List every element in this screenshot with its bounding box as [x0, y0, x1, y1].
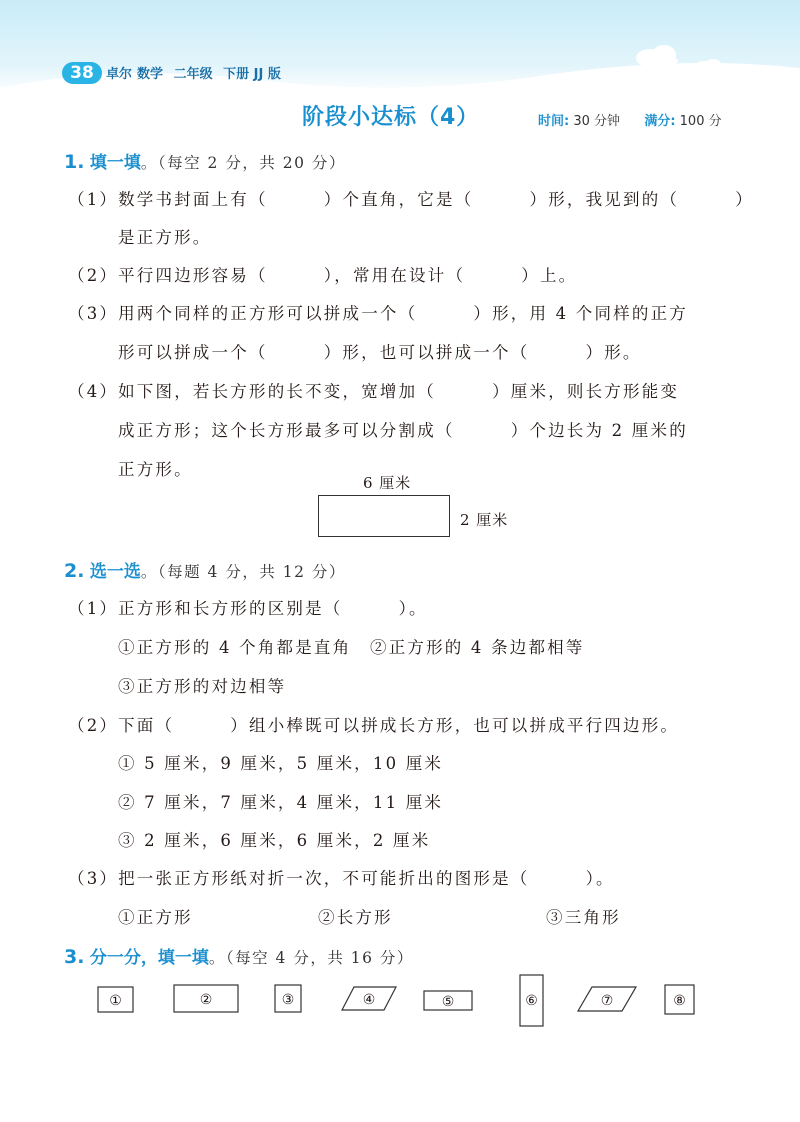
q1-4-line2: 成正方形；这个长方形最多可以分割成（ ）个边长为 2 厘米的	[118, 421, 688, 440]
shape-2-rectangle	[174, 985, 238, 1012]
shape-7-label: ⑦	[600, 993, 614, 1009]
q1-3-line2: 形可以拼成一个（ ）形，也可以拼成一个（ ）形。	[118, 343, 642, 362]
brand-logo: 卓尔	[106, 67, 133, 82]
q1-1-line1: （1）数学书封面上有（ ）个直角，它是（ ）形，我见到的（ ）	[68, 190, 754, 209]
shape-1-square	[98, 987, 133, 1012]
time-label: 时间:	[538, 114, 570, 129]
cloud-icon	[690, 56, 726, 76]
q2-2-option-3: ③ 2 厘米，6 厘米，6 厘米，2 厘米	[118, 831, 431, 850]
section-2-heading	[64, 557, 346, 582]
q2-3-option-1: ①正方形	[118, 908, 193, 927]
shape-2-label: ②	[199, 992, 213, 1008]
shape-7-parallelogram	[578, 987, 636, 1011]
section-2-title: 选一选	[89, 562, 141, 582]
rectangle-figure	[318, 495, 450, 537]
shape-3-square	[275, 985, 301, 1012]
grade: 二年级	[173, 67, 213, 82]
section-1-number: 1.	[64, 151, 85, 173]
score-label: 满分:	[644, 114, 676, 129]
book-info	[106, 63, 281, 82]
q2-3-option-2: ②长方形	[318, 908, 393, 927]
section-3-note: 。（每空 4 分，共 16 分）	[208, 949, 414, 967]
shape-1-label: ①	[109, 993, 122, 1009]
section-3-number: 3.	[64, 946, 85, 968]
q2-2-option-2: ② 7 厘米，7 厘米，4 厘米，11 厘米	[118, 793, 444, 812]
section-3-heading	[64, 943, 414, 968]
subject: 数学	[137, 67, 164, 82]
section-1-heading	[64, 148, 346, 173]
exam-meta	[538, 110, 722, 129]
shape-8-square	[665, 985, 694, 1014]
q2-1-line: （1）正方形和长方形的区别是（ ）。	[68, 599, 428, 618]
volume: 下册	[223, 67, 250, 82]
cloud-icon	[628, 40, 688, 70]
section-2-note: 。（每题 4 分，共 12 分）	[140, 563, 346, 581]
shape-5-rectangle	[424, 991, 472, 1010]
q1-3-line1: （3）用两个同样的正方形可以拼成一个（ ）形，用 4 个同样的正方	[68, 304, 688, 323]
q2-2-line: （2）下面（ ）组小棒既可以拼成长方形，也可以拼成平行四边形。	[68, 716, 680, 735]
shapes-figure	[0, 970, 800, 1040]
edition: JJ 版	[253, 67, 281, 82]
q2-2-option-1: ① 5 厘米，9 厘米，5 厘米，10 厘米	[118, 754, 444, 773]
section-1-title: 填一填	[89, 153, 141, 173]
page-title: 阶段小达标（4）	[302, 105, 480, 130]
q2-1-options-b: ③正方形的对边相等	[118, 677, 287, 696]
page-number-badge: 38	[62, 62, 102, 84]
section-1-note: 。（每空 2 分，共 20 分）	[140, 154, 346, 172]
section-2-number: 2.	[64, 560, 85, 582]
shape-5-label: ⑤	[441, 994, 455, 1010]
q2-3-line: （3）把一张正方形纸对折一次，不可能折出的图形是（ ）。	[68, 869, 615, 888]
shape-8-label: ⑧	[673, 993, 686, 1009]
rect-length-label: 6 厘米	[363, 474, 412, 492]
q1-2-line: （2）平行四边形容易（ ），常用在设计（ ）上。	[68, 266, 578, 285]
q1-4-line1: （4）如下图，若长方形的长不变，宽增加（ ）厘米，则长方形能变	[68, 382, 680, 401]
shape-4-parallelogram	[342, 987, 396, 1010]
shape-3-label: ③	[281, 992, 295, 1008]
q2-1-options-a: ①正方形的 4 个角都是直角 ②正方形的 4 条边都相等	[118, 638, 585, 657]
section-3-title: 分一分，填一填	[89, 948, 209, 968]
shape-6-tall-rectangle	[520, 975, 543, 1026]
rect-width-label: 2 厘米	[460, 511, 509, 529]
q1-1-line2: 是正方形。	[118, 228, 212, 247]
shape-4-label: ④	[362, 992, 376, 1008]
score-value: 100 分	[679, 114, 722, 129]
q1-4-line3: 正方形。	[118, 460, 193, 479]
shape-6-label: ⑥	[525, 993, 538, 1009]
time-value: 30 分钟	[573, 114, 621, 129]
q2-3-option-3: ③三角形	[546, 908, 621, 927]
